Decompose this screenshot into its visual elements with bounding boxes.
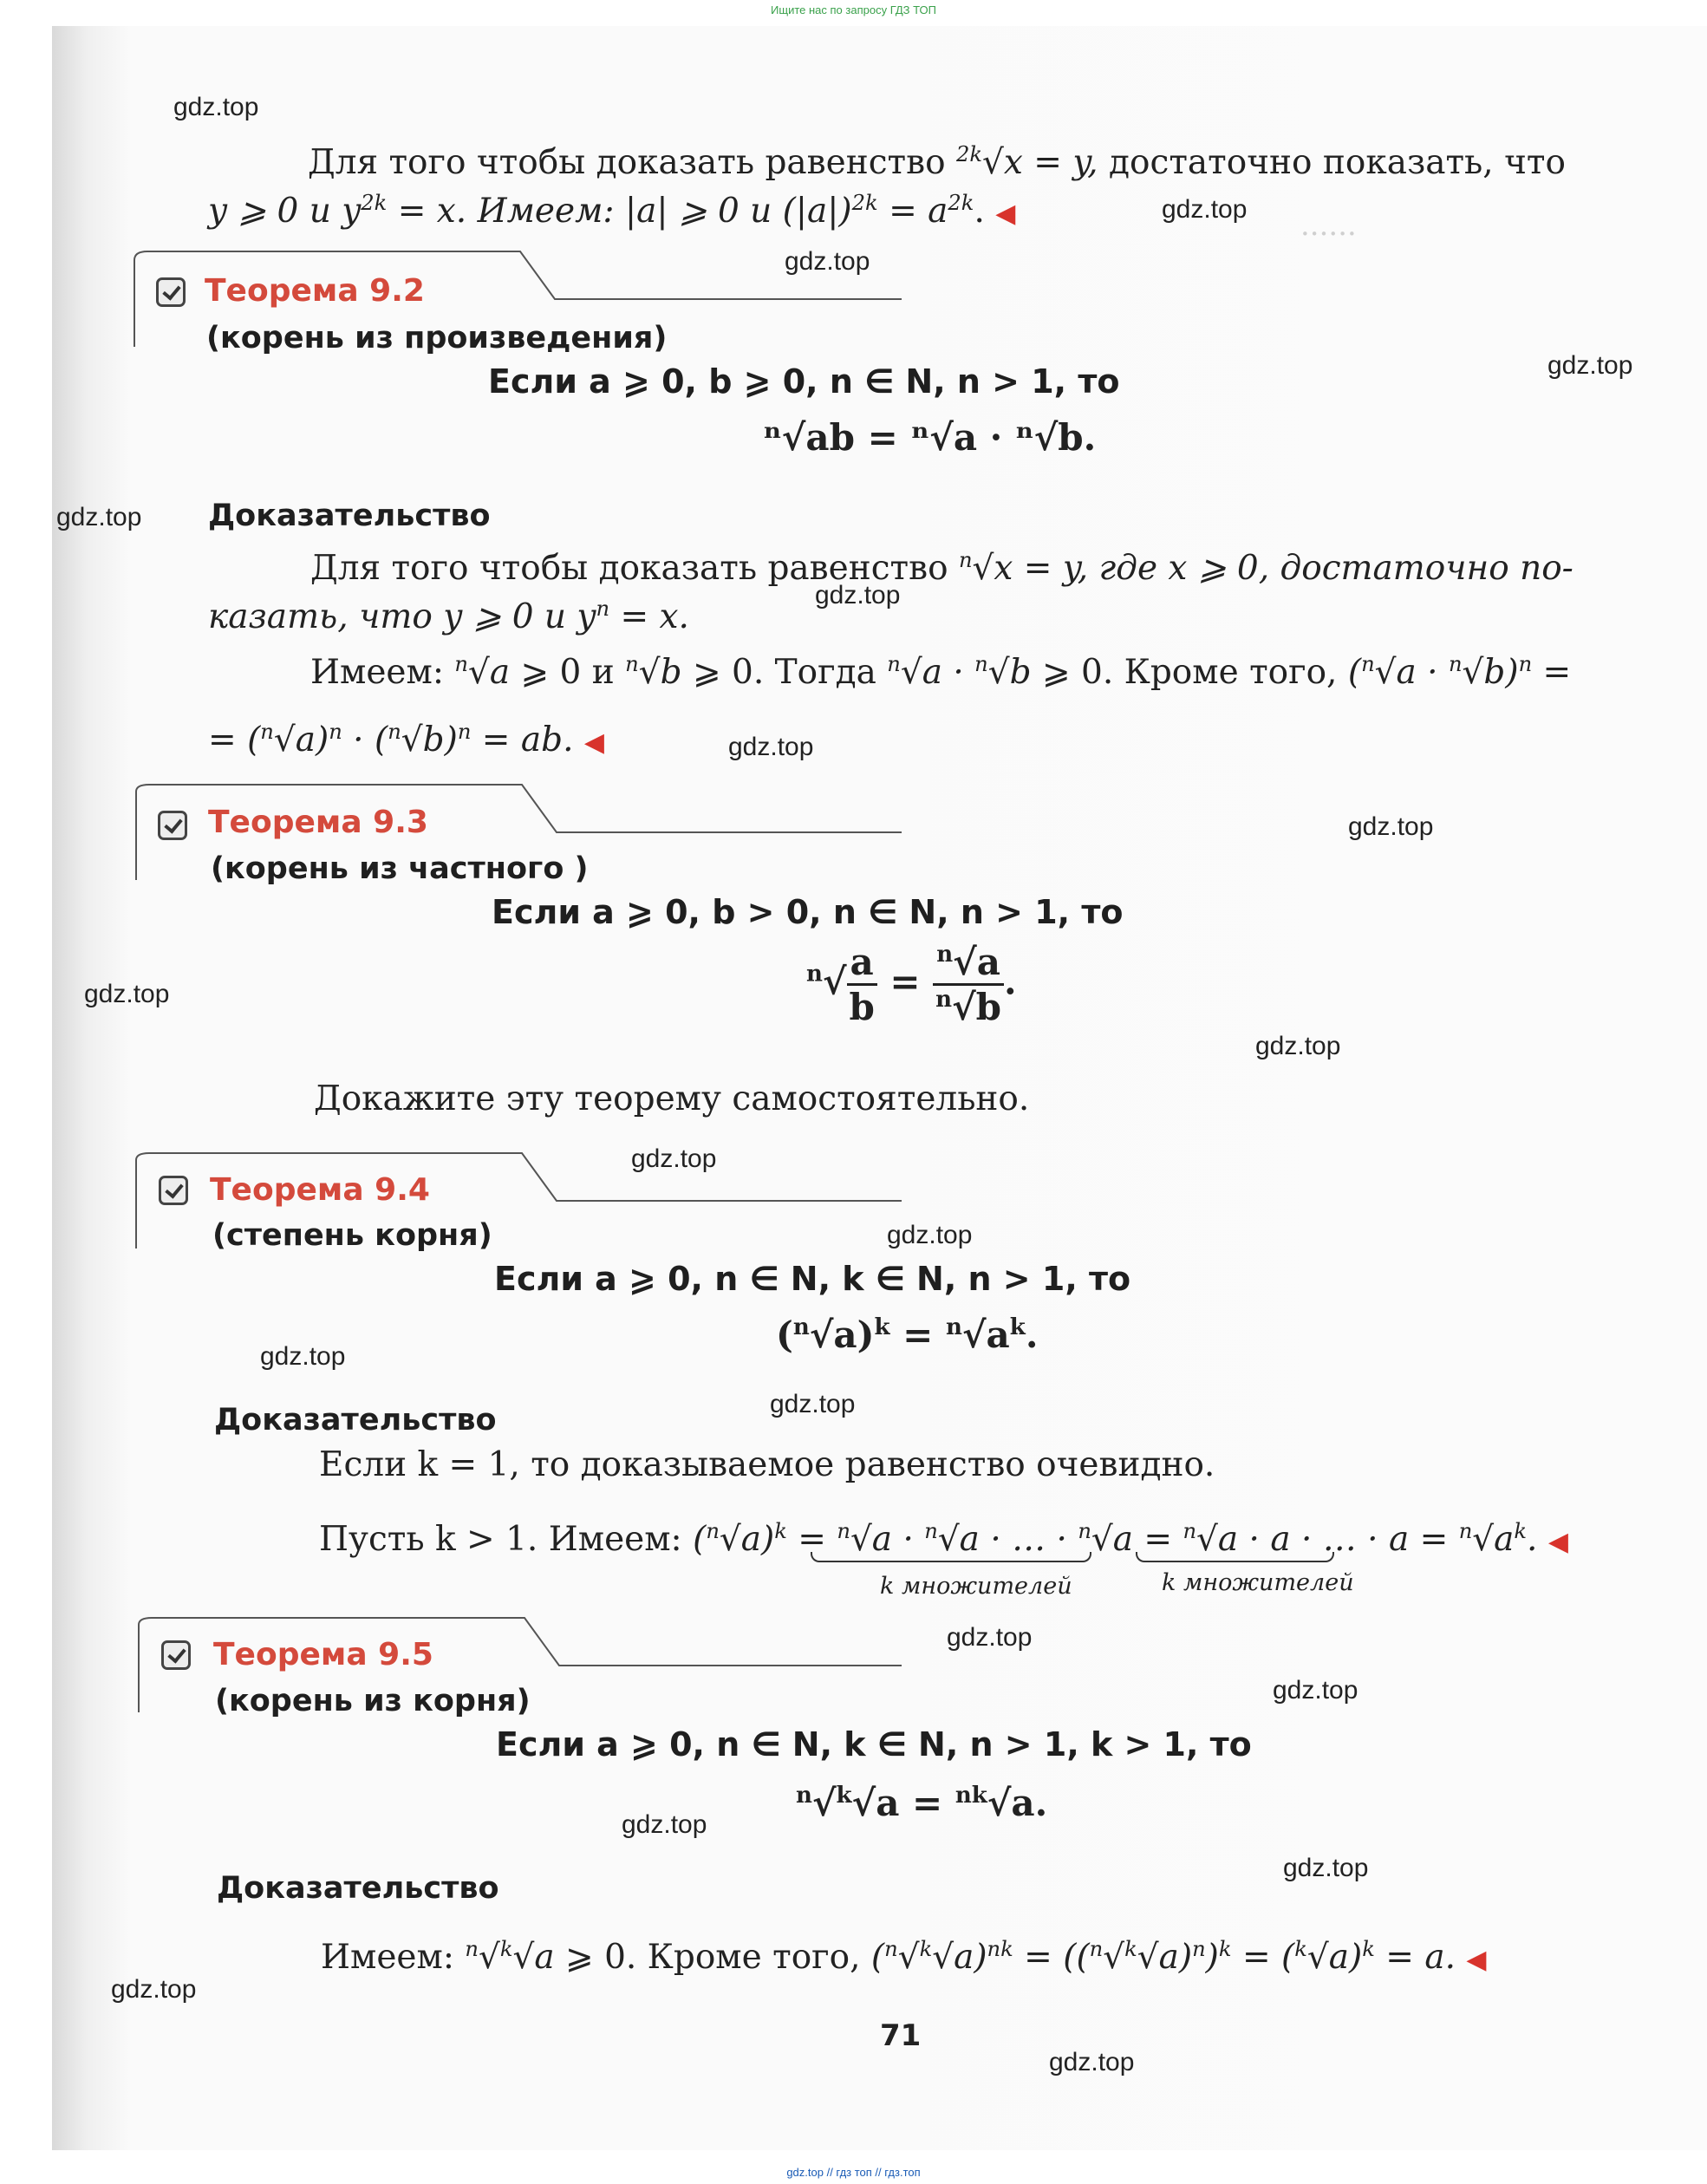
bottom-banner: gdz.top // гдз топ // гдз.топ bbox=[786, 2166, 921, 2179]
proof-text: = x. bbox=[620, 597, 689, 636]
check-icon bbox=[158, 811, 187, 840]
theorem-9-2-title: Теорема 9.2 bbox=[205, 273, 425, 309]
proof-9-2-line-1 bbox=[310, 538, 1573, 591]
theorem-9-3-subtitle: (корень из частного ) bbox=[211, 851, 589, 886]
watermark: gdz.top bbox=[84, 980, 170, 1008]
watermark: gdz.top bbox=[947, 1623, 1033, 1652]
theorem-9-3-title: Теорема 9.3 bbox=[208, 805, 428, 840]
theorem-9-5-subtitle: (корень из корня) bbox=[215, 1684, 531, 1718]
intro-text: = a bbox=[889, 192, 948, 231]
proof-text: Пусть k > 1. Имеем: bbox=[319, 1520, 682, 1559]
formula: $^{2k}$√x = y, bbox=[955, 142, 1098, 182]
brace-label: k множителей bbox=[880, 1573, 1072, 1600]
formula: $^n$√x = y, bbox=[958, 548, 1089, 588]
theorem-9-3-condition: Если a ⩾ 0, b > 0, n ∈ N, n > 1, то bbox=[492, 893, 1124, 931]
proof-text: = ab. bbox=[481, 720, 574, 760]
watermark: gdz.top bbox=[173, 93, 259, 121]
theorem-9-5-condition: Если a ⩾ 0, n ∈ N, k ∈ N, n > 1, k > 1, то bbox=[496, 1725, 1252, 1763]
top-banner: Ищите нас по запросу ГДЗ ТОП bbox=[771, 3, 936, 16]
proof-label: Доказательство bbox=[217, 1871, 499, 1906]
watermark: gdz.top bbox=[631, 1144, 717, 1173]
bleed-through: ······ bbox=[1300, 217, 1357, 251]
intro-line-2: y ⩾ 0 и $y^{2k} = x$. Имеем: |a| ⩾ 0 и $(|a|)^{2k} = a^{2k}$. ◀ bbox=[208, 191, 1016, 231]
intro-text: Для того чтобы доказать равенство bbox=[308, 143, 946, 182]
intro-text: y ⩾ 0 и y bbox=[208, 192, 362, 231]
brace bbox=[811, 1552, 1091, 1562]
proof-9-2-line-3: Имеем: $^n$√a ⩾ 0 и $^n$√b ⩾ 0. Тогда $^n$√a · $^n$√b ⩾ 0. Кроме того, $(^n√a \cdot ^n√b)^n$ = bbox=[310, 652, 1572, 692]
theorem-9-2-subtitle: (корень из произведения) bbox=[206, 321, 668, 355]
brace bbox=[1136, 1552, 1334, 1562]
theorem-9-2-formula: ⁿ√ab = ⁿ√a · ⁿ√b. bbox=[763, 416, 1097, 459]
intro-text: = x. Имеем: |a| ⩾ 0 и (|a|) bbox=[397, 192, 852, 231]
theorem-9-5-formula: $^n$√$^k$√a = $^{nk}$√a. bbox=[796, 1782, 1048, 1824]
watermark: gdz.top bbox=[1283, 1854, 1369, 1882]
watermark: gdz.top bbox=[622, 1810, 707, 1839]
proof-label: Доказательство bbox=[208, 499, 491, 533]
proof-9-2-line-4: = $(^n√a)^n \cdot (^n√b)^n$ = ab. ◀ bbox=[208, 720, 604, 760]
watermark: gdz.top bbox=[887, 1221, 973, 1249]
end-of-proof-icon: ◀ bbox=[583, 727, 604, 758]
theorem-9-4-subtitle: (степень корня) bbox=[212, 1218, 492, 1253]
watermark: gdz.top bbox=[1547, 351, 1633, 380]
page-number: 71 bbox=[880, 2018, 922, 2053]
proof-text: Имеем: bbox=[321, 1938, 454, 1977]
proof-9-4-line-1: Если k = 1, то доказываемое равенство очевидно. bbox=[319, 1445, 1215, 1484]
watermark: gdz.top bbox=[260, 1342, 346, 1371]
check-icon bbox=[156, 277, 186, 307]
watermark: gdz.top bbox=[111, 1975, 197, 2004]
end-of-proof-icon: ◀ bbox=[1547, 1527, 1568, 1557]
watermark: gdz.top bbox=[728, 733, 814, 761]
proof-text: казать, что y ⩾ 0 и y bbox=[208, 597, 596, 636]
theorem-9-2-condition: Если a ⩾ 0, b ⩾ 0, n ∈ N, n > 1, то bbox=[488, 362, 1120, 401]
watermark: gdz.top bbox=[1273, 1676, 1358, 1705]
proof-text: где x ⩾ 0, достаточно по- bbox=[1098, 549, 1573, 588]
proof-label: Доказательство bbox=[214, 1403, 497, 1438]
check-icon bbox=[161, 1640, 191, 1670]
proof-9-5-line-1: Имеем: $^n$√$^k$√a ⩾ 0. Кроме того, $(^n√^k√a)^{nk} = ((^n√^k√a)^n)^k = (^k√a)^k = a$. ◀ bbox=[321, 1937, 1487, 1977]
watermark: gdz.top bbox=[1348, 812, 1434, 841]
theorem-9-4-condition: Если a ⩾ 0, n ∈ N, k ∈ N, n > 1, то bbox=[494, 1260, 1131, 1298]
proof-text: Имеем: bbox=[310, 653, 444, 692]
theorem-9-4-formula: $(^n√a)^k = ^n√a^k$. bbox=[776, 1314, 1039, 1356]
proof-text: Для того чтобы доказать равенство bbox=[310, 549, 948, 588]
theorem-9-5-title: Теорема 9.5 bbox=[213, 1637, 433, 1672]
proof-9-3-text: Докажите эту теорему самостоятельно. bbox=[314, 1079, 1030, 1118]
intro-text: достаточно показать, что bbox=[1108, 143, 1566, 182]
end-of-proof-icon: ◀ bbox=[1466, 1945, 1487, 1975]
proof-9-4-line-2: Пусть k > 1. Имеем: $(^n√a)^k = ^n√a \cdot ^n√a$ · … · $^n$√a = $^n$√a · a · … · $a = ^n√a^k$. ◀ bbox=[319, 1519, 1568, 1559]
proof-text: ⩾ 0. Кроме того, bbox=[565, 1938, 861, 1977]
proof-9-2-line-2: казать, что y ⩾ 0 и $y^n = x$. bbox=[208, 597, 689, 636]
proof-text: ⩾ 0. Тогда bbox=[692, 653, 876, 692]
watermark: gdz.top bbox=[1255, 1032, 1341, 1060]
proof-text: ⩾ 0 и bbox=[520, 653, 615, 692]
watermark: gdz.top bbox=[1049, 2048, 1135, 2076]
watermark: gdz.top bbox=[770, 1390, 856, 1418]
watermark: gdz.top bbox=[1162, 195, 1248, 224]
brace-label: k множителей bbox=[1162, 1569, 1354, 1596]
check-icon bbox=[159, 1176, 188, 1205]
watermark: gdz.top bbox=[785, 247, 870, 276]
theorem-9-3-formula: $^n$√ $\frac{a}{b}$ = $\frac{^n√a}{^n√b}$ . bbox=[806, 941, 1017, 1028]
proof-text: ⩾ 0. Кроме того, bbox=[1041, 653, 1338, 692]
end-of-proof-icon: ◀ bbox=[995, 199, 1016, 229]
watermark: gdz.top bbox=[56, 503, 142, 531]
theorem-9-4-title: Теорема 9.4 bbox=[210, 1172, 430, 1208]
watermark: gdz.top bbox=[815, 581, 901, 610]
